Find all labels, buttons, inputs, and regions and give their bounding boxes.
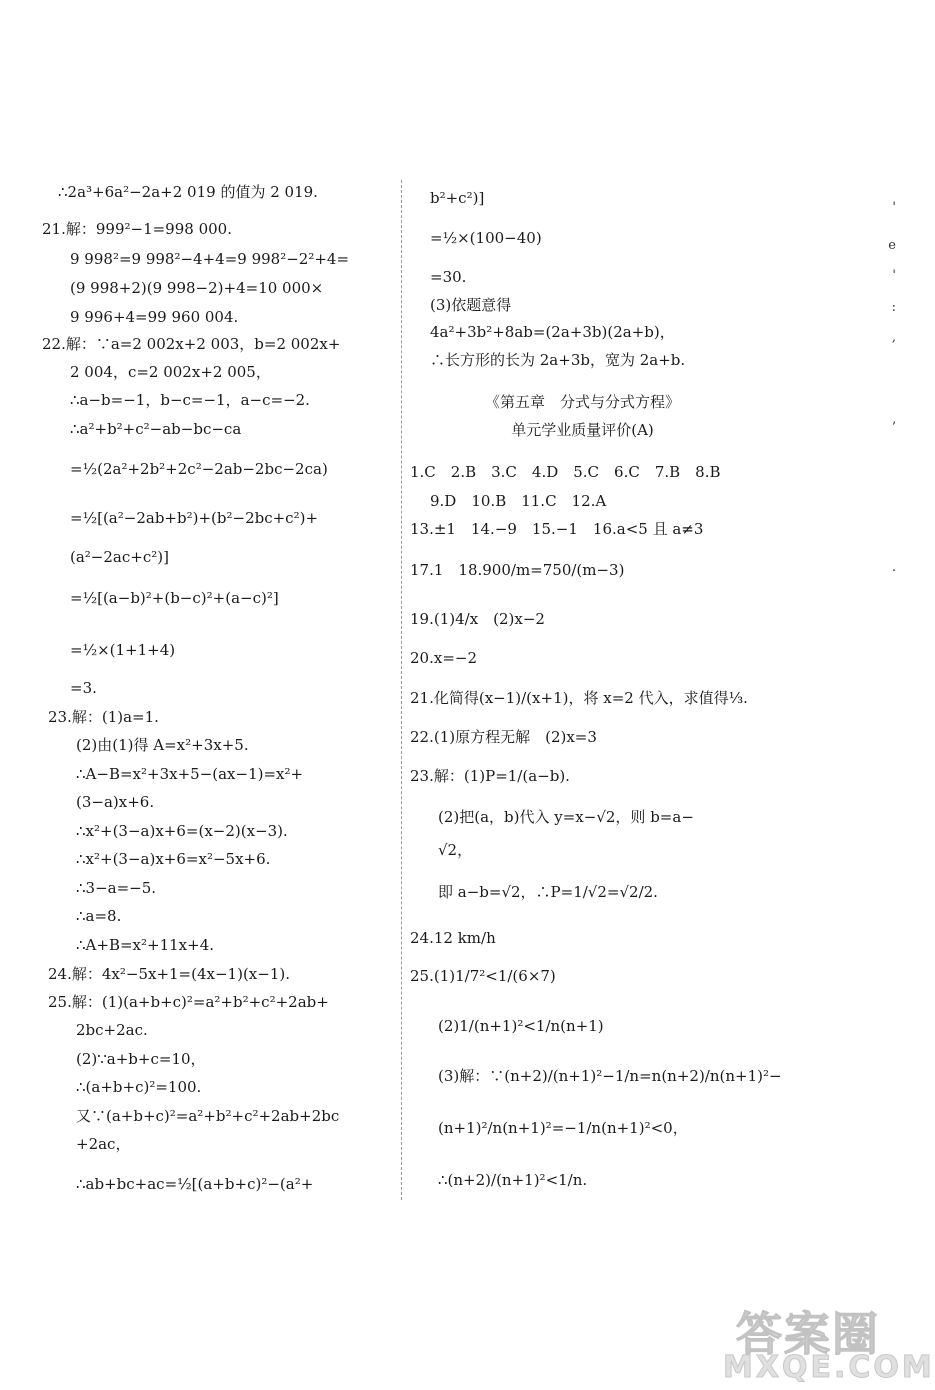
- text-line: 2bc+2ac.: [76, 1021, 148, 1039]
- text-line: (2)∵a+b+c=10，: [76, 1050, 206, 1068]
- text-line: ∴2a³+6a²−2a+2 019 的值为 2 019.: [58, 183, 318, 201]
- edge-mark: .: [891, 560, 896, 575]
- text-line: 9 996+4=99 960 004.: [70, 308, 239, 326]
- chapter-title: 《第五章 分式与分式方程》: [484, 393, 680, 411]
- text-line: 24.12 km/h: [410, 929, 496, 947]
- text-line: ∴ab+bc+ac=½[(a+b+c)²−(a²+: [76, 1175, 314, 1193]
- edge-mark: ’: [891, 420, 896, 435]
- text-line: √2，: [438, 841, 473, 859]
- text-line: ∴(a+b+c)²=100.: [76, 1078, 202, 1096]
- text-line: =½[(a−b)²+(b−c)²+(a−c)²]: [70, 589, 279, 607]
- text-line: ∴x²+(3−a)x+6=x²−5x+6.: [76, 850, 271, 868]
- text-line: =30.: [430, 268, 467, 286]
- text-line: 21.解：999²−1=998 000.: [42, 220, 232, 238]
- text-line: 13.±1 14.−9 15.−1 16.a<5 且 a≠3: [410, 520, 704, 538]
- text-line: b²+c²)]: [430, 189, 485, 207]
- text-line: (2)把(a，b)代入 y=x−√2，则 b=a−: [438, 808, 694, 826]
- text-line: 即 a−b=√2，∴P=1/√2=√2/2.: [438, 883, 658, 901]
- text-line: ∴A−B=x²+3x+5−(ax−1)=x²+: [76, 765, 304, 783]
- text-line: 22.(1)原方程无解 (2)x=3: [410, 728, 597, 746]
- text-line: ∴x²+(3−a)x+6=(x−2)(x−3).: [76, 822, 288, 840]
- edge-mark: ,: [891, 330, 896, 345]
- text-line: 1.C 2.B 3.C 4.D 5.C 6.C 7.B 8.B: [410, 463, 721, 481]
- text-line: 4a²+3b²+8ab=(2a+3b)(2a+b)，: [430, 323, 675, 341]
- text-line: 22.解：∵a=2 002x+2 003，b=2 002x+: [42, 335, 341, 353]
- text-line: +2ac，: [76, 1135, 131, 1153]
- edge-mark: ': [892, 268, 896, 283]
- text-line: 19.(1)4/x (2)x−2: [410, 610, 545, 628]
- watermark-logo-top: 答案圈: [736, 1307, 880, 1361]
- column-divider: [401, 180, 402, 1200]
- text-line: (a²−2ac+c²)]: [70, 548, 169, 566]
- text-line: 2 004，c=2 002x+2 005，: [70, 363, 271, 381]
- text-line: ∴a=8.: [76, 907, 122, 925]
- text-line: (2)由(1)得 A=x²+3x+5.: [76, 736, 249, 754]
- text-line: ∴a−b=−1，b−c=−1，a−c=−2.: [70, 391, 310, 409]
- edge-mark: :: [891, 300, 896, 315]
- text-line: 9.D 10.B 11.C 12.A: [430, 492, 607, 510]
- text-line: =½[(a²−2ab+b²)+(b²−2bc+c²)+: [70, 509, 319, 527]
- text-line: =3.: [70, 679, 97, 697]
- text-line: 9 998²=9 998²−4+4=9 998²−2²+4=: [70, 250, 350, 268]
- text-line: =½(2a²+2b²+2c²−2ab−2bc−2ca): [70, 460, 328, 478]
- text-line: 24.解：4x²−5x+1=(4x−1)(x−1).: [48, 965, 290, 983]
- text-line: ∴A+B=x²+11x+4.: [76, 936, 215, 954]
- edge-mark: e: [888, 238, 896, 253]
- text-line: =½×(100−40): [430, 229, 542, 247]
- text-line: 25.解：(1)(a+b+c)²=a²+b²+c²+2ab+: [48, 993, 329, 1011]
- text-line: (3−a)x+6.: [76, 793, 155, 811]
- watermark-logo-url: MXQE.COM: [723, 1350, 935, 1385]
- text-line: (9 998+2)(9 998−2)+4=10 000×: [70, 279, 324, 297]
- text-line: (3)解：∵(n+2)/(n+1)²−1/n=n(n+2)/n(n+1)²−: [438, 1067, 782, 1085]
- text-line: 又∵(a+b+c)²=a²+b²+c²+2ab+2bc: [76, 1107, 340, 1125]
- text-line: 20.x=−2: [410, 649, 477, 667]
- text-line: (2)1/(n+1)²<1/n(n+1): [438, 1017, 604, 1035]
- text-line: ∴(n+2)/(n+1)²<1/n.: [438, 1171, 588, 1189]
- text-line: 21.化简得(x−1)/(x+1)，将 x=2 代入，求值得⅓.: [410, 689, 748, 707]
- text-line: =½×(1+1+4): [70, 641, 176, 659]
- text-line: (n+1)²/n(n+1)²=−1/n(n+1)²<0，: [438, 1119, 688, 1137]
- text-line: ∴长方形的长为 2a+3b，宽为 2a+b.: [430, 351, 686, 369]
- text-line: 17.1 18.900/m=750/(m−3): [410, 561, 625, 579]
- text-line: 23.解：(1)a=1.: [48, 708, 159, 726]
- watermark-logo: [723, 1298, 935, 1385]
- text-line: 25.(1)1/7²<1/(6×7): [410, 967, 556, 985]
- section-title: 单元学业质量评价(A): [511, 421, 654, 439]
- text-line: (3)依题意得: [430, 296, 512, 314]
- text-line: ∴3−a=−5.: [76, 879, 157, 897]
- edge-mark: ': [892, 200, 896, 215]
- text-line: 23.解：(1)P=1/(a−b).: [410, 767, 570, 785]
- text-line: ∴a²+b²+c²−ab−bc−ca: [70, 420, 242, 438]
